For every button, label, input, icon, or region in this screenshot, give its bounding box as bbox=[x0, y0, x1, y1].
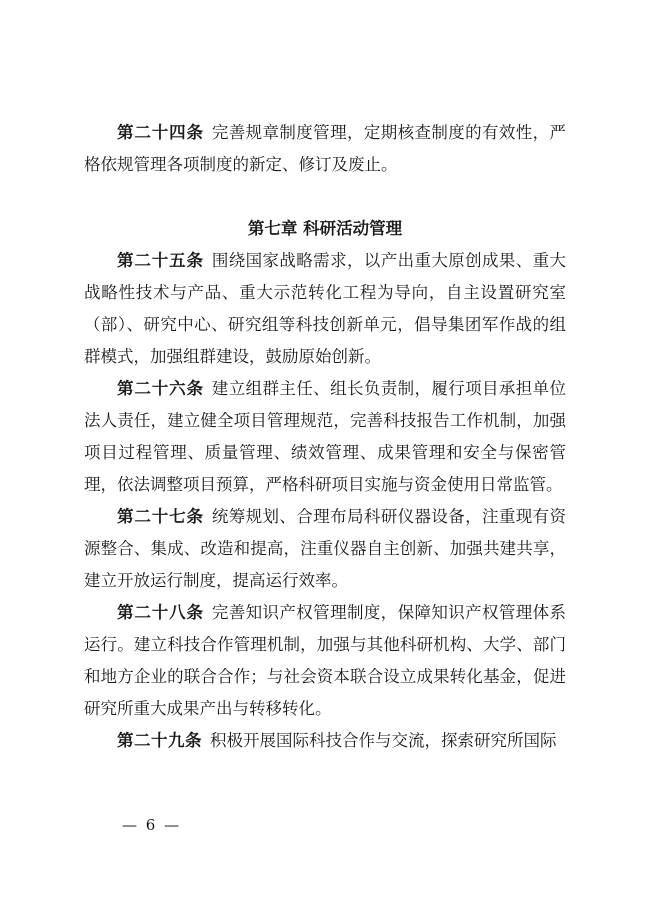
article-26 bbox=[84, 373, 566, 501]
article-text: 积极开展国际科技合作与交流，探索研究所国际 bbox=[210, 731, 557, 750]
article-27 bbox=[84, 501, 566, 597]
article-number: 第二十八条 bbox=[117, 603, 204, 622]
article-text: 完善知识产权管理制度，保障知识产权管理体系运行。建立科技合作管理机制，加强与其他科研机构、大学、部门和地方企业的联合合作；与社会资本联合设立成果转化基金，促进研究所重大成果产出与转移转化。 bbox=[84, 603, 567, 718]
article-number: 第二十七条 bbox=[117, 507, 204, 526]
article-text: 统筹规划、合理布局科研仪器设备，注重现有资源整合、集成、改造和提高，注重仪器自主创新、加强共建共享，建立开放运行制度，提高运行效率。 bbox=[84, 507, 567, 590]
article-number: 第二十九条 bbox=[117, 731, 202, 750]
article-text: 完善规章制度管理，定期核查制度的有效性，严格依规管理各项制度的新定、修订及废止。 bbox=[84, 123, 567, 174]
article-text: 建立组群主任、组长负责制，履行项目承担单位法人责任，建立健全项目管理规范，完善科技报告工作机制，加强项目过程管理、质量管理、绩效管理、成果管理和安全与保密管理，依法调整项目预算，严格科研项目实施与资金使用日常监管。 bbox=[84, 379, 567, 494]
chapter-heading: 第七章 科研活动管理 bbox=[247, 219, 403, 238]
article-28 bbox=[84, 597, 566, 725]
article-24 bbox=[84, 117, 566, 181]
article-29 bbox=[84, 725, 566, 757]
article-number: 第二十五条 bbox=[117, 251, 204, 270]
page-number: — 6 — bbox=[122, 816, 182, 834]
article-text: 围绕国家战略需求，以产出重大原创成果、重大战略性技术与产品、重大示范转化工程为导向，自主设置研究室（部）、研究中心、研究组等科技创新单元，倡导集团军作战的组群模式，加强组群建设，鼓励原始创新。 bbox=[84, 251, 567, 366]
article-25 bbox=[84, 245, 566, 373]
document-body bbox=[84, 117, 566, 757]
blank-line bbox=[84, 181, 566, 213]
article-number: 第二十六条 bbox=[117, 379, 204, 398]
article-number: 第二十四条 bbox=[117, 123, 204, 142]
